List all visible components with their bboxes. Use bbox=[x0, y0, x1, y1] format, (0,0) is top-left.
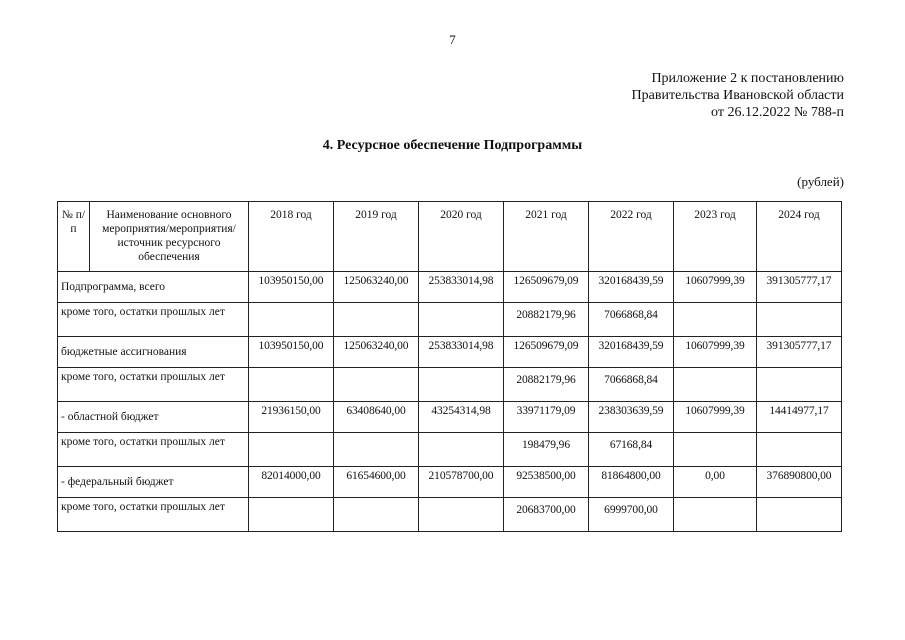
table-body bbox=[58, 272, 842, 532]
table-row bbox=[58, 498, 842, 532]
table-cell: 20882179,96 bbox=[504, 303, 589, 337]
table-cell bbox=[249, 498, 334, 532]
appendix-line-1: Приложение 2 к постановлению bbox=[651, 71, 844, 86]
table-cell bbox=[249, 433, 334, 467]
table-cell bbox=[419, 368, 504, 402]
appendix-line-2: Правительства Ивановской области bbox=[631, 88, 844, 103]
table-row bbox=[58, 272, 842, 303]
table-cell: 6999700,00 bbox=[589, 498, 674, 532]
header-name: Наименование основного мероприятия/мероприятия/ источник ресурсного обеспечения bbox=[90, 202, 249, 272]
table-cell: 320168439,59 bbox=[589, 272, 674, 303]
appendix-line-3: от 26.12.2022 № 788-п bbox=[711, 105, 844, 120]
table-cell: 0,00 bbox=[674, 467, 757, 498]
units-label: (рублей) bbox=[797, 174, 844, 189]
header-year: 2021 год bbox=[504, 202, 589, 272]
header-year: 2023 год bbox=[674, 202, 757, 272]
table-cell bbox=[334, 368, 419, 402]
table-cell: 61654600,00 bbox=[334, 467, 419, 498]
table-cell: 125063240,00 bbox=[334, 337, 419, 368]
table-cell bbox=[249, 303, 334, 337]
page-number: 7 bbox=[449, 32, 456, 47]
header-num: № п/п bbox=[58, 202, 90, 272]
row-label: кроме того, остатки прошлых лет bbox=[58, 433, 249, 467]
table-cell: 10607999,39 bbox=[674, 337, 757, 368]
table-cell: 210578700,00 bbox=[419, 467, 504, 498]
table-cell: 33971179,09 bbox=[504, 402, 589, 433]
table-cell bbox=[334, 303, 419, 337]
table-cell: 391305777,17 bbox=[757, 337, 842, 368]
table-cell: 126509679,09 bbox=[504, 337, 589, 368]
table-row bbox=[58, 433, 842, 467]
table-cell: 198479,96 bbox=[504, 433, 589, 467]
table-cell: 103950150,00 bbox=[249, 337, 334, 368]
table-cell bbox=[419, 303, 504, 337]
table-header-row bbox=[58, 202, 842, 272]
table-cell: 82014000,00 bbox=[249, 467, 334, 498]
table-cell bbox=[334, 498, 419, 532]
table-cell: 21936150,00 bbox=[249, 402, 334, 433]
table-cell bbox=[334, 433, 419, 467]
table-cell bbox=[419, 498, 504, 532]
table-cell bbox=[757, 368, 842, 402]
table-row bbox=[58, 402, 842, 433]
row-label: кроме того, остатки прошлых лет bbox=[58, 498, 249, 532]
table-cell: 63408640,00 bbox=[334, 402, 419, 433]
table-cell bbox=[674, 498, 757, 532]
table-cell: 103950150,00 bbox=[249, 272, 334, 303]
table-cell: 7066868,84 bbox=[589, 303, 674, 337]
table-cell: 376890800,00 bbox=[757, 467, 842, 498]
table-cell: 125063240,00 bbox=[334, 272, 419, 303]
table-cell: 7066868,84 bbox=[589, 368, 674, 402]
table-cell: 20683700,00 bbox=[504, 498, 589, 532]
row-label: - федеральный бюджет bbox=[58, 467, 249, 498]
table-cell: 67168,84 bbox=[589, 433, 674, 467]
row-label: - областной бюджет bbox=[58, 402, 249, 433]
table-cell bbox=[249, 368, 334, 402]
table-cell bbox=[674, 303, 757, 337]
row-label: кроме того, остатки прошлых лет bbox=[58, 303, 249, 337]
table-cell: 92538500,00 bbox=[504, 467, 589, 498]
table-cell: 43254314,98 bbox=[419, 402, 504, 433]
table-row bbox=[58, 467, 842, 498]
table-row bbox=[58, 303, 842, 337]
table-cell: 253833014,98 bbox=[419, 337, 504, 368]
header-year: 2024 год bbox=[757, 202, 842, 272]
table-cell bbox=[674, 433, 757, 467]
table-cell: 320168439,59 bbox=[589, 337, 674, 368]
table-row bbox=[58, 368, 842, 402]
table-cell bbox=[757, 433, 842, 467]
table-cell: 126509679,09 bbox=[504, 272, 589, 303]
table-cell bbox=[757, 303, 842, 337]
table-cell: 253833014,98 bbox=[419, 272, 504, 303]
header-year: 2019 год bbox=[334, 202, 419, 272]
table-cell: 10607999,39 bbox=[674, 402, 757, 433]
table-cell: 14414977,17 bbox=[757, 402, 842, 433]
table-cell bbox=[419, 433, 504, 467]
table-cell bbox=[674, 368, 757, 402]
table-cell: 238303639,59 bbox=[589, 402, 674, 433]
header-year: 2022 год bbox=[589, 202, 674, 272]
table-cell: 391305777,17 bbox=[757, 272, 842, 303]
header-year: 2020 год bbox=[419, 202, 504, 272]
table-cell: 81864800,00 bbox=[589, 467, 674, 498]
row-label: кроме того, остатки прошлых лет bbox=[58, 368, 249, 402]
row-label: Подпрограмма, всего bbox=[58, 272, 249, 303]
table-row bbox=[58, 337, 842, 368]
row-label: бюджетные ассигнования bbox=[58, 337, 249, 368]
section-title: 4. Ресурсное обеспечение Подпрограммы bbox=[322, 138, 583, 153]
table-cell: 10607999,39 bbox=[674, 272, 757, 303]
header-year: 2018 год bbox=[249, 202, 334, 272]
appendix-header bbox=[632, 70, 844, 121]
table-cell bbox=[757, 498, 842, 532]
resource-table bbox=[57, 201, 842, 532]
table-cell: 20882179,96 bbox=[504, 368, 589, 402]
